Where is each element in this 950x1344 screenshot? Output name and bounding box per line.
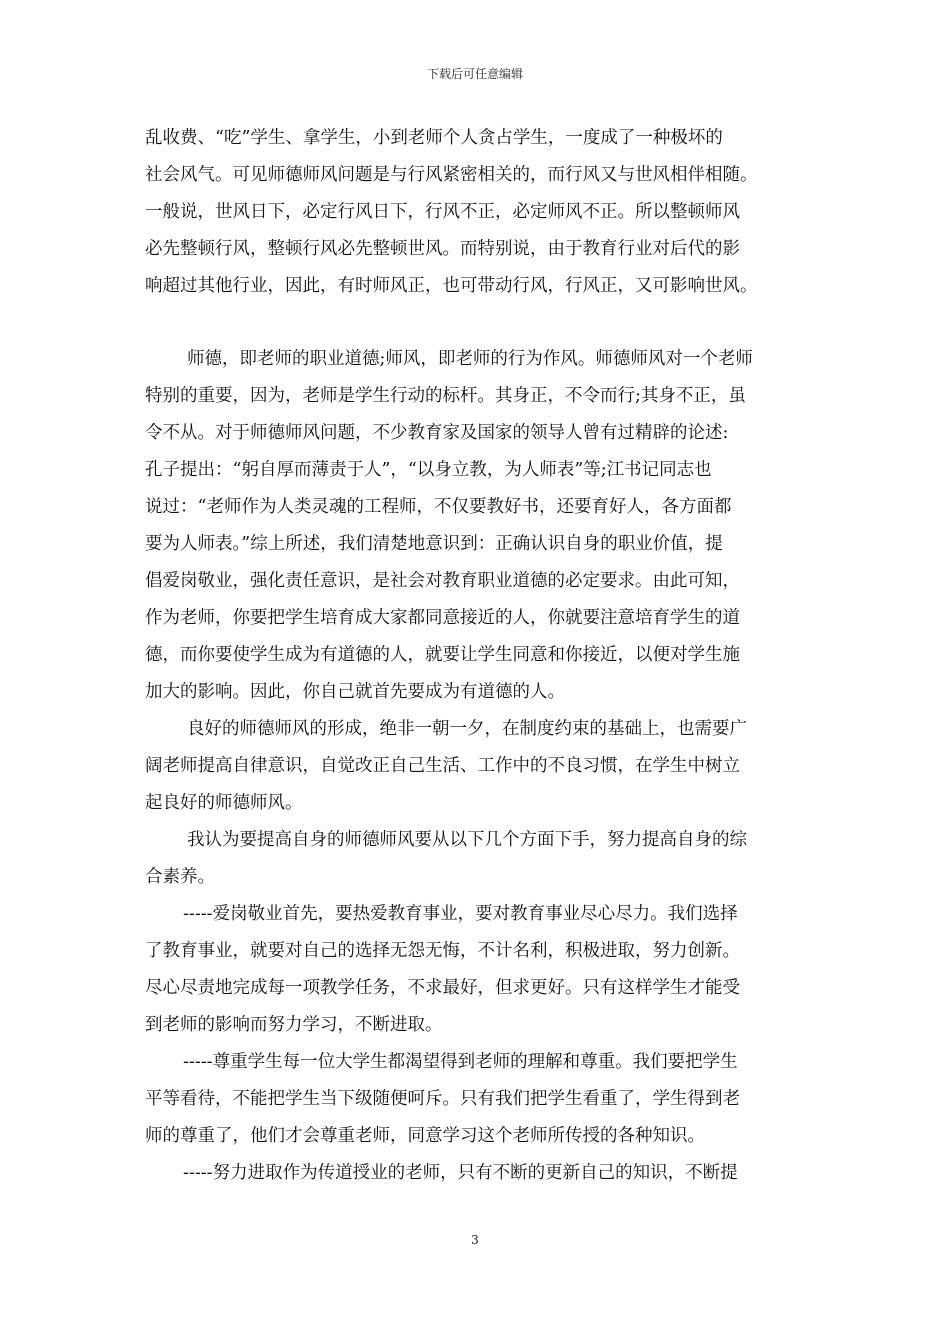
text-line: 特别的重要，因为，老师是学生行动的标杆。其身正，不令而行;其身不正，虽 xyxy=(145,386,746,406)
text-line: 师德，即老师的职业道德;师风，即老师的行为作风。师德师风对一个老师 xyxy=(187,349,753,369)
text-line: 作为老师，你要把学生培育成大家都同意接近的人，你就要注意培育学生的道 xyxy=(145,608,740,628)
text-line: -----努力进取作为传道授业的老师，只有不断的更新自己的知识，不断提 xyxy=(183,1163,738,1183)
paragraph-2 xyxy=(145,341,810,711)
text-line: 乱收费、“吃”学生、拿学生，小到老师个人贪占学生，一度成了一种极坏的 xyxy=(145,128,723,148)
text-line: 起良好的师德师风。 xyxy=(145,793,303,813)
text-line: 我认为要提高自身的师德师风要从以下几个方面下手，努力提高自身的综 xyxy=(187,830,747,850)
text-line: -----尊重学生每一位大学生都渴望得到老师的理解和尊重。我们要把学生 xyxy=(183,1052,738,1072)
text-line: 必先整顿行风，整顿行风必先整顿世风。而特别说，由于教育行业对后代的影 xyxy=(145,239,740,259)
paragraph-3 xyxy=(145,711,810,822)
text-line: 响超过其他行业，因此，有时师风正，也可带动行风，行风正，又可影响世风。 xyxy=(145,276,758,296)
text-line: 阔老师提高自律意识，自觉改正自己生活、工作中的不良习惯，在学生中树立 xyxy=(145,756,740,776)
text-line: 德，而你要使学生成为有道德的人，就要让学生同意和你接近，以便对学生施 xyxy=(145,645,740,665)
text-line: 了教育事业，就要对自己的选择无怨无悔，不计名利，积极进取，努力创新。 xyxy=(145,941,740,961)
text-line: 到老师的影响而努力学习，不断进取。 xyxy=(145,1015,443,1035)
text-line: 一般说，世风日下，必定行风日下，行风不正，必定师风不正。所以整顿师风 xyxy=(145,202,740,222)
text-line: 要为人师表。”综上所述，我们清楚地意识到：正确认识自身的职业价值，提 xyxy=(145,534,723,554)
page-header: 下载后可任意编辑 xyxy=(426,67,523,81)
document-body xyxy=(145,120,810,1192)
text-line: 良好的师德师风的形成，绝非一朝一夕，在制度约束的基础上，也需要广 xyxy=(187,719,747,739)
text-line: 加大的影响。因此，你自己就首先要成为有道德的人。 xyxy=(145,682,565,702)
text-line: 倡爱岗敬业，强化责任意识，是社会对教育职业道德的必定要求。由此可知， xyxy=(145,571,740,591)
text-line: 师的尊重了，他们才会尊重老师，同意学习这个老师所传授的各种知识。 xyxy=(145,1126,705,1146)
text-line: 合素养。 xyxy=(145,867,215,887)
text-line: 尽心尽责地完成每一项教学任务，不求最好，但求更好。只有这样学生才能受 xyxy=(145,978,740,998)
text-line: 说过：“老师作为人类灵魂的工程师，不仅要教好书，还要育好人，各方面都 xyxy=(145,497,732,517)
paragraph-6 xyxy=(145,1044,810,1155)
paragraph-1 xyxy=(145,120,810,305)
paragraph-4 xyxy=(145,822,810,896)
page-number: 3 xyxy=(471,1233,479,1247)
text-line: 社会风气。可见师德师风问题是与行风紧密相关的，而行风又与世风相伴相随。 xyxy=(145,165,758,185)
text-line: 平等看待，不能把学生当下级随便呵斥。只有我们把学生看重了，学生得到老 xyxy=(145,1089,740,1109)
paragraph-7 xyxy=(145,1155,810,1192)
text-line: 令不从。对于师德师风问题，不少教育家及国家的领导人曾有过精辟的论述: xyxy=(145,423,729,443)
text-line: 孔子提出：“躬自厚而薄责于人”，“以身立教，为人师表”等;江书记同志也 xyxy=(145,460,712,480)
paragraph-spacer xyxy=(145,305,810,341)
text-line: -----爱岗敬业首先，要热爱教育事业，要对教育事业尽心尽力。我们选择 xyxy=(183,904,738,924)
paragraph-5 xyxy=(145,896,810,1044)
